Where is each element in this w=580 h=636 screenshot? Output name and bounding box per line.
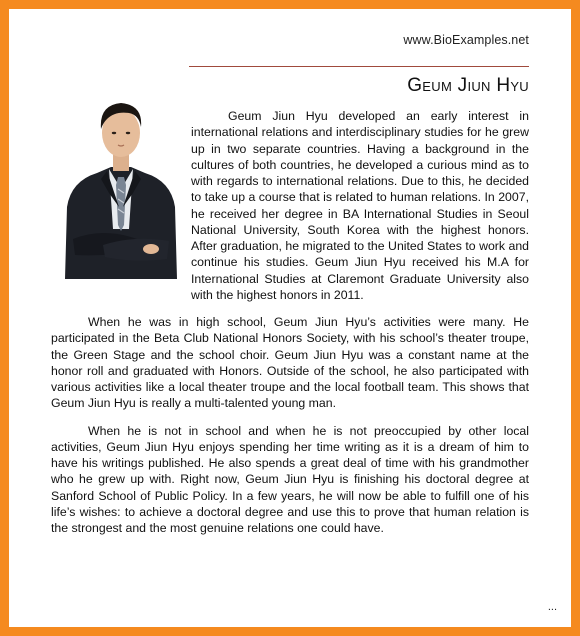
- paragraph-2: When he was in high school, Geum Jiun Hyu’s activities were many. He participated in the Beta Club National Honors Society, with his school’s theater troupe, the Green Stage and the school choir. Geum Jiun Hyu was a constant name at the honor roll and graduated with Honors. Outside of the school, he also participated with various activities like a local theater troupe and the local football team. This shows that Geum Jiun Hyu is really a multi-talented young man.: [51, 315, 529, 411]
- paragraph-1: Geum Jiun Hyu developed an early interest in international relations and interdisciplinary studies for he grew up in two separate countries. Having a background in the cultures of both countries, he developed a curious mind as to with regards to international relations. Due to this, he decided to take up a course that is related to human relations. In 2007, he received her degree in BA International Studies in Seoul National University, South Korea with the highest honors. After graduation, he migrated to the United States to work and continue his studies. Geum Jiun Hyu received his M.A for International Studies at Claremont Graduate University also with the highest honors in 2011.: [191, 109, 529, 302]
- title-divider: [189, 66, 529, 67]
- site-url: www.BioExamples.net: [403, 33, 529, 47]
- bio-page: [9, 9, 571, 627]
- paragraph-3: When he is not in school and when he is not preoccupied by other local activities, Geum Jiun Hyu enjoys spending her time writing as it is a dream of him to have his writings published. He also spends a great deal of time with his grandmother who he grew up with. Right now, Geum Jiun Hyu is finishing his doctoral degree at Sanford School of Public Policy. In a few years, he will now be able to fulfill one of his life’s wishes: to achieve a doctoral degree and use this to prove that human relation is the strongest and the most genuine relations one could have.: [51, 423, 529, 535]
- photo-spacer: [51, 108, 191, 292]
- page-title: Geum Jiun Hyu: [407, 75, 529, 96]
- more-ellipsis: ...: [547, 601, 557, 613]
- biography-text: [51, 108, 529, 547]
